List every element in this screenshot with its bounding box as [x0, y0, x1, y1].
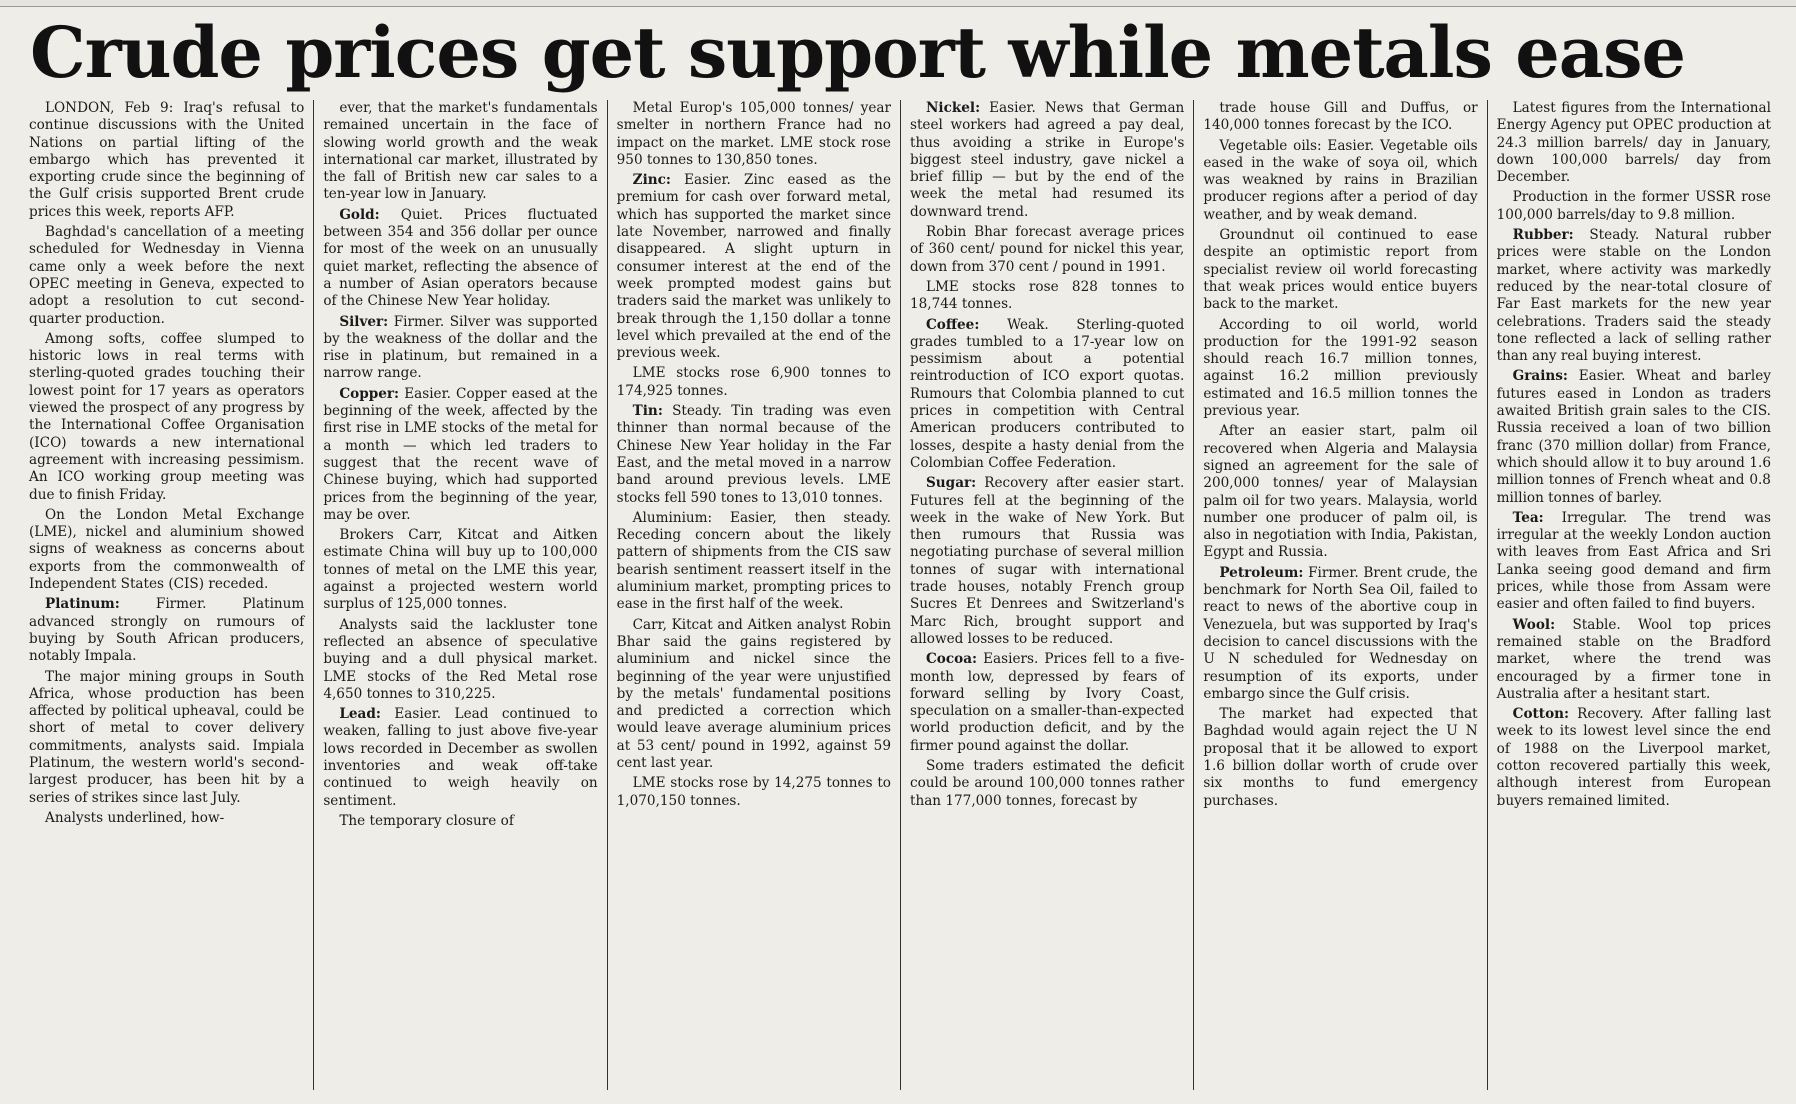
- article-paragraph: [1203, 317, 1477, 421]
- paragraph-text: Easier. Lead continued to weaken, falling to just above five-year lows recorded in December as swollen inventories and weak off-take continued to weigh heavily on sentiment.: [323, 706, 598, 809]
- paragraph-text: LONDON, Feb 9: Iraq's refusal to continue discussions with the United Nations on partial lifting of the embargo which has prevented it exporting crude since the beginning of the Gulf crisis supported Brent crude prices this week, reports AFP.: [29, 100, 305, 220]
- article-paragraph: [910, 224, 1184, 276]
- headline: Crude prices get support while metals ease: [30, 11, 1686, 94]
- commodity-label: Cotton:: [1512, 706, 1570, 723]
- paragraph-text: The major mining groups in South Africa, whose production has been affected by political upheaval, could be short of metal to cover delivery commitments, analysts said. Impiala Platinum, the western world's second-largest producer, has been hit by a series of strikes since last July.: [29, 668, 305, 806]
- paragraph-text: Weak. Sterling-quoted grades tumbled to a 17-year low on pessimism about a potential reintroduction of ICO export quotas. Rumours that Colombia planned to cut prices in competition with Central American producers contributed to losses, despite a hasty denial from the Colombian Coffee Federation.: [909, 316, 1185, 471]
- article-paragraph: [910, 100, 1184, 221]
- article-paragraph: [1497, 189, 1771, 224]
- commodity-label: Zinc:: [632, 172, 671, 189]
- paragraph-text: Easier. Copper eased at the beginning of the week, affected by the first rise in LME stocks of the metal for a month — which led traders to suggest that the recent wave of Chinese buying, which had supported prices from the beginning of the year, may be over.: [323, 385, 598, 523]
- commodity-label: Platinum:: [45, 596, 120, 613]
- paragraph-text: Quiet. Prices fluctuated between 354 and 356 dollar per ounce for most of the week on an unusually quiet market, reflecting the absence of a number of Asian operators because of the Chinese New Year holiday.: [323, 206, 598, 310]
- article-paragraph: [617, 775, 891, 810]
- paragraph-text: Carr, Kitcat and Aitken analyst Robin Bhar said the gains registered by aluminium and nickel since the beginning of the year were unjustified by the metals' fundamental positions and predicted a correction which would leave average aluminium prices at 53 cent/ pound in 1992, against 59 cent last year.: [616, 616, 891, 771]
- article-paragraph: [29, 100, 304, 221]
- paragraph-text: Recovery. After falling last week to its lowest level since the end of 1988 on the Liverpool market, cotton recovered partially this week, although interest from European buyers remained limited.: [1496, 706, 1771, 809]
- commodity-label: Copper:: [339, 385, 400, 402]
- paragraph-text: Analysts said the lackluster tone reflected an absence of speculative buying and a dull physical market. LME stocks of the Red Metal rose 4,650 tonnes to 310,225.: [323, 616, 598, 702]
- article-paragraph: [323, 706, 597, 810]
- commodity-label: Gold:: [339, 206, 380, 223]
- commodity-label: Tea:: [1512, 509, 1544, 526]
- article-paragraph: [29, 669, 304, 807]
- article-column-3: [607, 100, 900, 1090]
- commodity-label: Tin:: [632, 403, 663, 420]
- paragraph-text: Some traders estimated the deficit could be around 100,000 tonnes rather than 177,000 tonnes, forecast by: [909, 757, 1185, 809]
- paragraph-text: Steady. Tin trading was even thinner than normal because of the Chinese New Year holiday in the Far East, and the metal moved in a narrow band around previous levels. LME stocks fell 590 tones to 13,010 tonnes.: [616, 403, 891, 506]
- paragraph-text: Aluminium: Easier, then steady. Receding concern about the likely pattern of shipments from the CIS saw bearish sentiment reassert itself in the aluminium market, prompting prices to ease in the first half of the week.: [616, 509, 891, 613]
- article-paragraph: [323, 527, 597, 613]
- article-column-1: [20, 100, 313, 1090]
- commodity-label: Sugar:: [925, 475, 977, 492]
- paragraph-text: LME stocks rose 6,900 tonnes to 174,925 tonnes.: [616, 365, 891, 399]
- commodity-label: Nickel:: [925, 100, 981, 116]
- paragraph-text: Among softs, coffee slumped to historic lows in real terms with sterling-quoted grades touching their lowest point for 17 years as operators viewed the prospect of any progress by the International Coffee Organisation (ICO) towards a new international agreement with increasing pessimism. An ICO working group meeting was due to finish Friday.: [29, 330, 305, 503]
- article-paragraph: [1203, 138, 1477, 224]
- article-paragraph: [1497, 510, 1771, 614]
- page-top-rule: [0, 0, 1796, 7]
- article-paragraph: [910, 475, 1184, 648]
- paragraph-text: Analysts underlined, how-: [45, 809, 225, 826]
- paragraph-text: LME stocks rose 828 tonnes to 18,744 tonnes.: [909, 278, 1185, 313]
- commodity-label: Grains:: [1512, 368, 1568, 385]
- paragraph-text: Recovery after easier start. Futures fell at the beginning of the week in the wake of New York. But then rumours that Russia was negotiating purchase of several million tonnes of sugar with international trade houses, notably French group Sucres Et Denrees and Switzerland's Marc Rich, brought support and allowed losses to be reduced.: [909, 475, 1185, 647]
- article-column-5: [1193, 100, 1486, 1090]
- paragraph-text: Production in the former USSR rose 100,000 barrels/day to 9.8 million.: [1496, 189, 1771, 223]
- article-paragraph: [29, 331, 304, 504]
- commodity-label: Silver:: [339, 313, 389, 330]
- article-paragraph: [617, 403, 891, 507]
- commodity-label: Cocoa:: [925, 651, 978, 668]
- article-paragraph: [617, 365, 891, 400]
- article-paragraph: [1203, 706, 1477, 810]
- article-paragraph: [29, 810, 304, 827]
- paragraph-text: Easier. News that German steel workers had agreed a pay deal, thus avoiding a strike in Europe's biggest steel industry, gave nickel a brief fillip — but by the end of the week the metal had resumed its downward trend.: [909, 100, 1185, 220]
- article-paragraph: [1497, 100, 1771, 186]
- article-paragraph: [1497, 617, 1771, 703]
- paragraph-text: Stable. Wool top prices remained stable on the Bradford market, where the trend was encouraged by a firmer tone in Australia after a hesitant start.: [1496, 616, 1771, 702]
- paragraph-text: Firmer. Platinum advanced strongly on rumours of buying by South African producers, notably Impala.: [29, 596, 305, 665]
- paragraph-text: Metal Europ's 105,000 tonnes/ year smelter in northern France had no impact on the market. LME stock rose 950 tonnes to 130,850 tones.: [616, 100, 891, 168]
- paragraph-text: On the London Metal Exchange (LME), nickel and aluminium showed signs of weakness as concerns about exports from the commonwealth of Independent States (CIS) receded.: [29, 506, 305, 593]
- article-columns: [20, 100, 1780, 1090]
- article-paragraph: [323, 100, 597, 204]
- article-paragraph: [323, 314, 597, 383]
- article-paragraph: [1203, 227, 1477, 313]
- paragraph-text: After an easier start, palm oil recovered when Algeria and Malaysia signed an agreement for the sale of 200,000 tonnes/ year of Malaysian palm oil for two years. Malaysia, world number one producer of palm oil, is also in negotiation with India, Pakistan, Egypt and Russia.: [1203, 423, 1478, 561]
- commodity-label: Petroleum:: [1219, 564, 1304, 581]
- paragraph-text: Groundnut oil continued to ease despite an optimistic report from specialist review oil world forecasting that weak prices would entice buyers back to the market.: [1203, 227, 1478, 313]
- paragraph-text: The temporary closure of: [339, 812, 514, 829]
- article-paragraph: [323, 207, 597, 311]
- article-paragraph: [617, 100, 891, 169]
- article-paragraph: [910, 279, 1184, 314]
- paragraph-text: Steady. Natural rubber prices were stable on the London market, where activity was markedly reduced by the near-total closure of Far East markets for the new year celebrations. Traders said the steady tone reflected a lack of selling rather than any real buying interest.: [1496, 227, 1771, 365]
- article-paragraph: [1497, 706, 1771, 810]
- article-paragraph: [323, 813, 597, 830]
- article-paragraph: [323, 617, 597, 703]
- article-paragraph: [617, 172, 891, 362]
- article-paragraph: [1203, 423, 1477, 561]
- article-paragraph: [910, 758, 1184, 810]
- paragraph-text: Baghdad's cancellation of a meeting scheduled for Wednesday in Vienna came only a week before the next OPEC meeting in Geneva, expected to adopt a resolution to cut second-quarter production.: [29, 224, 305, 327]
- commodity-label: Coffee:: [925, 316, 980, 333]
- article-paragraph: [1203, 565, 1477, 703]
- paragraph-text: Easiers. Prices fell to a five-month low, depressed by fears of forward selling by Ivory Coast, speculation on a smaller-than-expected world production deficit, and by the firmer pound against the dollar.: [909, 651, 1185, 754]
- article-column-6: [1487, 100, 1780, 1090]
- article-paragraph: [910, 317, 1184, 473]
- paragraph-text: The market had expected that Baghdad would again reject the U N proposal that it be allowed to export 1.6 billion dollar worth of crude over six months to fund emergency purchases.: [1203, 706, 1478, 809]
- commodity-label: Lead:: [339, 706, 381, 723]
- commodity-label: Rubber:: [1512, 227, 1574, 244]
- paragraph-text: Easier. Zinc eased as the premium for cash over forward metal, which has supported the market since late November, narrowed and finally disappeared. A slight upturn in consumer interest at the end of the week prompted modest gains but traders said the market was unlikely to break through the 1,150 dollar a tonne level which prevailed at the end of the previous week.: [616, 172, 891, 362]
- article-paragraph: [29, 507, 304, 593]
- paragraph-text: Latest figures from the International Energy Agency put OPEC production at 24.3 million barrels/ day in January, down 100,000 barrels/ day from December.: [1496, 100, 1771, 186]
- article-paragraph: [910, 651, 1184, 755]
- article-paragraph: [1497, 227, 1771, 365]
- paragraph-text: Firmer. Silver was supported by the weakness of the dollar and the rise in platinum, but remained in a narrow range.: [323, 313, 598, 382]
- article-paragraph: [323, 386, 597, 524]
- article-column-2: [313, 100, 606, 1090]
- article-paragraph: [29, 224, 304, 328]
- article-paragraph: [617, 510, 891, 614]
- article-paragraph: [617, 617, 891, 773]
- paragraph-text: According to oil world, world production for the 1991-92 season should reach 16.7 million tonnes, against 16.2 million previously estimated and 16.5 million tonnes the previous year.: [1203, 316, 1478, 420]
- article-paragraph: [1497, 368, 1771, 506]
- paragraph-text: Irregular. The trend was irregular at the weekly London auction with leaves from East Africa and Sri Lanka seeing good demand and firm prices, while those from Assam were easier and often failed to find buyers.: [1496, 509, 1771, 613]
- paragraph-text: Robin Bhar forecast average prices of 360 cent/ pound for nickel this year, down from 370 cent / pound in 1991.: [909, 224, 1185, 275]
- article-paragraph: [29, 596, 304, 665]
- paragraph-text: LME stocks rose by 14,275 tonnes to 1,070,150 tonnes.: [616, 775, 891, 809]
- article-paragraph: [1203, 100, 1477, 135]
- commodity-label: Wool:: [1512, 616, 1556, 633]
- paragraph-text: Vegetable oils: Easier. Vegetable oils eased in the wake of soya oil, which was weakned by rains in Brazilian producer regions after a period of day weather, and by weak demand.: [1203, 137, 1478, 223]
- article-column-4: [900, 100, 1193, 1090]
- paragraph-text: Easier. Wheat and barley futures eased in London as traders awaited British grain sales to the CIS. Russia received a loan of two billion franc (370 million dollar) from France, which should allow it to buy around 1.6 million tonnes of French wheat and 0.8 million tonnes of barley.: [1496, 368, 1771, 506]
- paragraph-text: Brokers Carr, Kitcat and Aitken estimate China will buy up to 100,000 tonnes of metal on the LME this year, against a projected western world surplus of 125,000 tonnes.: [323, 527, 598, 613]
- paragraph-text: trade house Gill and Duffus, or 140,000 tonnes forecast by the ICO.: [1203, 100, 1478, 134]
- paragraph-text: Firmer. Brent crude, the benchmark for North Sea Oil, failed to react to news of the abortive coup in Venezuela, but was supported by Iraq's decision to cancel discussions with the U N scheduled for Wednesday on resumption of its exports, under embargo since the Gulf crisis.: [1203, 564, 1478, 702]
- paragraph-text: ever, that the market's fundamentals remained uncertain in the face of slowing world growth and the weak international car market, illustrated by the fall of British new car sales to a ten-year low in January.: [323, 100, 598, 203]
